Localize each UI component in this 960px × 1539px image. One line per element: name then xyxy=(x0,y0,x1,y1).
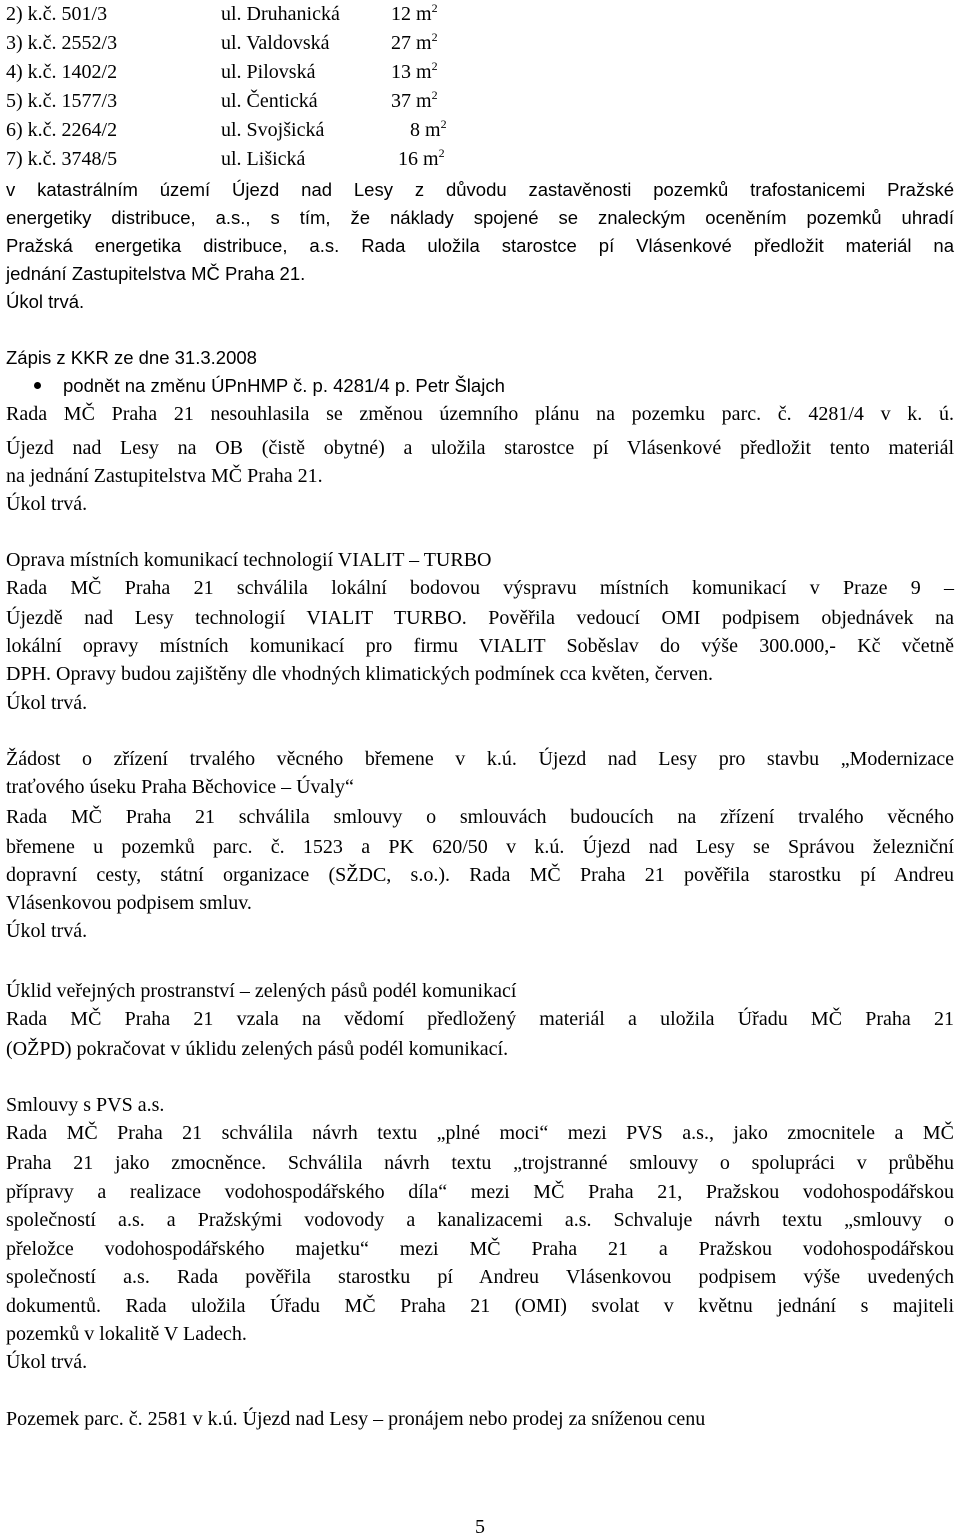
parcel-area: 37 $m^2$ xyxy=(391,88,438,112)
section-heading: Žádost o zřízení trvalého věcného břemene v k.ú. Újezd nad Lesy pro stavbu „Modernizace xyxy=(6,748,954,770)
paragraph-line: Rada MČ Praha 21 schválila lokální bodovou výspravu místních komunikací v Praze 9 – xyxy=(6,577,954,599)
parcel-area: 8 $m^2$ xyxy=(410,117,447,141)
paragraph-line: jednání Zastupitelstva MČ Praha 21. xyxy=(6,263,306,284)
paragraph-line: (OŽPD) pokračovat v úklidu zelených pásů podél komunikací. xyxy=(6,1038,509,1060)
section-heading: Oprava místních komunikací technologií VIALIT – TURBO xyxy=(6,549,492,571)
paragraph-line: pozemků v lokalitě V Ladech. xyxy=(6,1323,247,1345)
task-status: Úkol trvá. xyxy=(6,291,85,312)
paragraph-line: DPH. Opravy budou zajištěny dle vhodných klimatických podmínek cca květen, červen. xyxy=(6,663,714,685)
parcel-area: 12 $m^2$ xyxy=(391,1,438,25)
paragraph-line: Rada MČ Praha 21 nesouhlasila se změnou územního plánu na pozemku parc. č. 4281/4 v k. ú. xyxy=(6,403,954,425)
parcel-number: 2) k.č. 501/3 xyxy=(6,3,108,25)
paragraph-line: dokumentů. Rada uložila Úřadu MČ Praha 21 (OMI) svolat v květnu jednání s majiteli xyxy=(6,1295,954,1317)
parcel-street: ul. Svojšická xyxy=(221,119,325,141)
parcel-street: ul. Valdovská xyxy=(221,32,330,54)
task-status: Úkol trvá. xyxy=(6,920,88,942)
paragraph-line: Rada MČ Praha 21 vzala na vědomí předložený materiál a uložila Úřadu MČ Praha 21 xyxy=(6,1008,954,1030)
parcel-area: 27 $m^2$ xyxy=(391,30,438,54)
paragraph-line: břemene u pozemků parc. č. 1523 a PK 620/50 v k.ú. Újezd nad Lesy se Správou železniční xyxy=(6,836,954,858)
paragraph-line: Pražská energetika distribuce, a.s. Rada uložila starostce pí Vlásenkové předložit materiál na xyxy=(6,235,954,256)
paragraph-line: Újezd nad Lesy na OB (čistě obytné) a uložila starostce pí Vlásenkové předložit tento materiál xyxy=(6,437,954,459)
page-number: 5 xyxy=(475,1516,485,1538)
parcel-street: ul. Čentická xyxy=(221,90,318,112)
parcel-number: 7) k.č. 3748/5 xyxy=(6,148,118,170)
parcel-number: 3) k.č. 2552/3 xyxy=(6,32,118,54)
paragraph-line: přípravy a realizace vodohospodářského díla“ mezi MČ Praha 21, Pražskou vodohospodářskou xyxy=(6,1181,954,1203)
task-status: Úkol trvá. xyxy=(6,692,88,714)
parcel-number: 4) k.č. 1402/2 xyxy=(6,61,118,83)
parcel-street: ul. Pilovská xyxy=(221,61,316,83)
bullet-icon xyxy=(34,382,41,389)
task-status: Úkol trvá. xyxy=(6,1351,88,1373)
paragraph-line: společností a.s. Rada pověřila starostku pí Andreu Vlásenkovou podpisem výše uvedených xyxy=(6,1266,954,1288)
paragraph-line: energetiky distribuce, a.s., s tím, že náklady spojené se znaleckým oceněním pozemků uhradí xyxy=(6,207,954,228)
parcel-area: 13 $m^2$ xyxy=(391,59,438,83)
paragraph-line: Praha 21 jako zmocněnce. Schválila návrh textu „trojstranné smlouvy o spolupráci v průběhu xyxy=(6,1152,954,1174)
paragraph-line: Vlásenkovou podpisem smluv. xyxy=(6,892,252,914)
section-heading: Pozemek parc. č. 2581 v k.ú. Újezd nad Lesy – pronájem nebo prodej za sníženou cenu xyxy=(6,1408,706,1430)
parcel-number: 6) k.č. 2264/2 xyxy=(6,119,118,141)
task-status: Úkol trvá. xyxy=(6,493,88,515)
parcel-street: ul. Druhanická xyxy=(221,3,340,25)
section-heading: Zápis z KKR ze dne 31.3.2008 xyxy=(6,347,257,368)
paragraph-line: společností a.s. a Pražskými vodovody a kanalizacemi a.s. Schvaluje návrh textu „smlouvy o xyxy=(6,1209,954,1231)
parcel-number: 5) k.č. 1577/3 xyxy=(6,90,118,112)
section-heading: Úklid veřejných prostranství – zelených pásů podél komunikací xyxy=(6,980,517,1002)
section-heading: Smlouvy s PVS a.s. xyxy=(6,1094,165,1116)
paragraph-line: v katastrálním území Újezd nad Lesy z důvodu zastavěnosti pozemků trafostanicemi Pražské xyxy=(6,179,954,200)
paragraph-line: dopravní cesty, státní organizace (SŽDC, s.o.). Rada MČ Praha 21 pověřila starostku pí Andreu xyxy=(6,864,954,886)
paragraph-line: na jednání Zastupitelstva MČ Praha 21. xyxy=(6,465,323,487)
paragraph-line: lokální opravy místních komunikací pro firmu VIALIT Soběslav do výše 300.000,- Kč včetně xyxy=(6,635,954,657)
section-heading: traťového úseku Praha Běchovice – Úvaly“ xyxy=(6,776,354,798)
bullet-item: podnět na změnu ÚPnHMP č. p. 4281/4 p. Petr Šlajch xyxy=(63,375,505,396)
paragraph-line: Rada MČ Praha 21 schválila smlouvy o smlouvách budoucích na zřízení trvalého věcného xyxy=(6,806,954,828)
paragraph-line: přeložce vodohospodářského majetku“ mezi MČ Praha 21 a Pražskou vodohospodářskou xyxy=(6,1238,954,1260)
parcel-street: ul. Lišická xyxy=(221,148,306,170)
paragraph-line: Rada MČ Praha 21 schválila návrh textu „plné moci“ mezi PVS a.s., jako zmocnitele a MČ xyxy=(6,1122,954,1144)
parcel-area: 16 $m^2$ xyxy=(398,146,445,170)
paragraph-line: Újezdě nad Lesy technologií VIALIT TURBO. Pověřila vedoucí OMI podpisem objednávek na xyxy=(6,607,954,629)
